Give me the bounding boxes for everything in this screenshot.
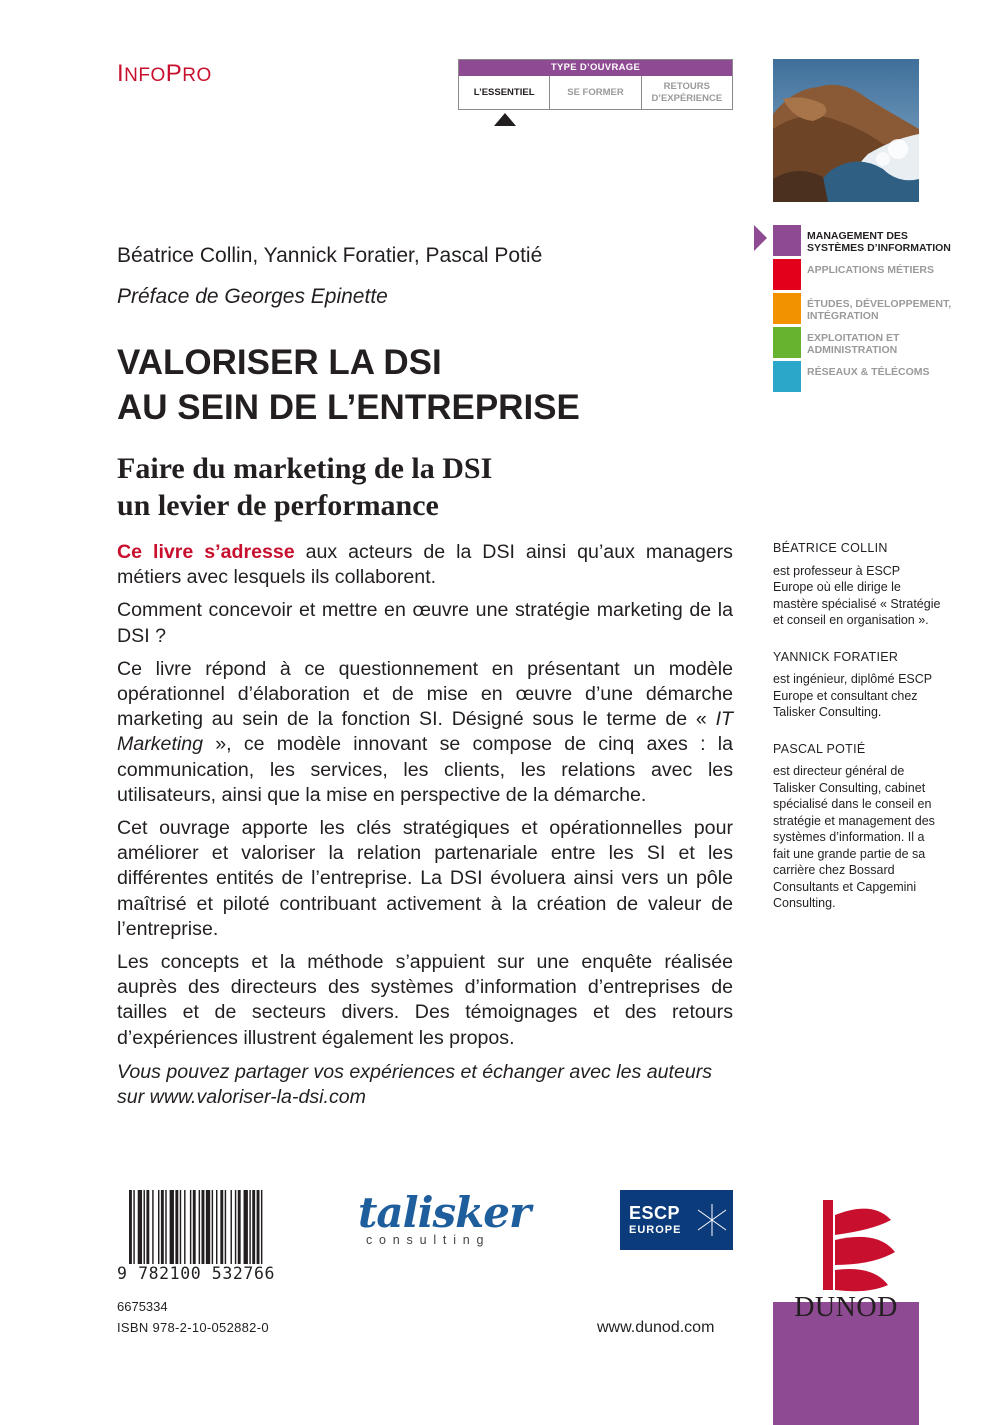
bio-name: PASCAL POTIÉ xyxy=(773,741,866,756)
category-label: RÉSEAUX & TÉLÉCOMS xyxy=(807,366,930,378)
category-label: MANAGEMENT DES SYSTÈMES D’INFORMATION xyxy=(807,230,951,254)
talisker-subtitle: consulting xyxy=(366,1233,491,1247)
talisker-wordmark: talisker xyxy=(358,1188,531,1237)
selected-type-arrow-icon xyxy=(494,113,516,126)
bio-name: YANNICK FORATIER xyxy=(773,649,899,664)
type-cell-essentiel: L’ESSENTIEL xyxy=(473,86,535,98)
brand-letters: RO xyxy=(182,65,212,86)
category-swatch xyxy=(773,361,801,392)
escp-star-icon xyxy=(695,1202,729,1238)
type-cell-retours: RETOURS D’EXPÉRIENCE xyxy=(641,76,732,109)
author-bios xyxy=(773,540,943,932)
brand-letters: NFO xyxy=(124,65,166,86)
dunod-emblem-icon xyxy=(773,1190,919,1302)
barcode-digits: 9 782100 532766 xyxy=(117,1264,276,1283)
book-title-line: VALORISER LA DSI xyxy=(117,343,442,382)
infopro-brand xyxy=(117,60,212,88)
description-text: aux acteurs de la DSI ainsi qu’aux managers métiers avec lesquels ils collaborent. xyxy=(117,541,733,589)
isbn-barcode xyxy=(117,1190,310,1284)
description-text: », ce modèle innovant se compose de cinq axes : la communication, les services, les clients, les relations avec les utilisateurs, ainsi que la mise en perspective de la démarche. xyxy=(117,733,733,806)
bio-text: est directeur général de Talisker Consulting, cabinet spécialisé dans le conseil en stratégie et management des systèmes d’information. Il a fait une grande partie de sa carrière chez Bossard Consultants et Capgemini Consulting. xyxy=(773,764,935,910)
escp-europe-logo xyxy=(620,1190,733,1250)
category-applications-metiers xyxy=(773,259,967,293)
bio-text: est professeur à ESCP Europe où elle dirige le mastère spécialisé « Stratégie et conseil en organisation ». xyxy=(773,563,941,627)
brand-letter: P xyxy=(165,60,183,87)
publisher-url: www.dunod.com xyxy=(597,1319,715,1336)
category-swatch xyxy=(773,293,801,324)
category-swatch xyxy=(773,225,801,256)
book-subtitle-line: Faire du marketing de la DSI xyxy=(117,452,493,485)
talisker-logo xyxy=(358,1188,558,1248)
description-paragraph xyxy=(117,540,733,590)
category-swatch xyxy=(773,259,801,290)
active-category-arrow-icon xyxy=(754,225,767,251)
category-swatch xyxy=(773,327,801,358)
isbn-number: ISBN 978-2-10-052882-0 xyxy=(117,1320,269,1335)
category-reseaux-telecoms xyxy=(773,361,967,395)
share-line: Vous pouvez partager vos expériences et échanger avec les auteurs xyxy=(117,1061,713,1083)
bio-name: BÉATRICE COLLIN xyxy=(773,541,888,555)
product-code: 6675334 xyxy=(117,1299,168,1314)
category-label: APPLICATIONS MÉTIERS xyxy=(807,264,934,276)
brand-letter: I xyxy=(117,60,125,87)
category-exploitation xyxy=(773,327,967,361)
escp-wordmark: ESCP xyxy=(629,1203,681,1223)
cover-photo xyxy=(773,59,919,202)
category-label: EXPLOITATION ET ADMINISTRATION xyxy=(807,332,900,356)
book-preface: Préface de Georges Epinette xyxy=(117,285,388,308)
type-cell-se-former: SE FORMER xyxy=(549,76,640,109)
book-subtitle-line: un levier de performance xyxy=(117,489,439,522)
coastal-rocks-image xyxy=(773,59,919,202)
barcode-bars-icon xyxy=(129,1190,307,1264)
type-ouvrage-cells xyxy=(459,76,732,109)
dunod-wordmark: DUNOD xyxy=(794,1292,898,1323)
description-highlight: Ce livre s’adresse xyxy=(117,541,295,563)
type-ouvrage-box xyxy=(458,59,733,110)
category-management-si xyxy=(773,225,967,259)
description-paragraph: Les concepts et la méthode s’appuient sur une enquête réalisée auprès des directeurs des systèmes d’information d’entreprises de tailles et de secteurs divers. Des témoignages et des retours d’expériences illustrent également les propos. xyxy=(117,951,733,1049)
description-paragraph xyxy=(117,657,733,808)
description-paragraph: Cet ouvrage apporte les clés stratégiques et opérationnelles pour améliorer et valoriser la relation partenariale entre les SI et les différentes entités de l’entreprise. La DSI évoluera ainsi vers un pôle maîtrisé et piloté contribuant activement à la création de valeur de l’entreprise. xyxy=(117,817,733,940)
category-list xyxy=(773,225,967,395)
book-title xyxy=(117,340,737,430)
book-title-line: AU SEIN DE L’ENTREPRISE xyxy=(117,388,580,427)
description-text: Ce livre répond à ce questionnement en présentant un modèle opérationnel d’élaboration et de mise en œuvre d’une démarche marketing au sein de la fonction SI. Désigné sous le terme de « xyxy=(117,657,733,731)
category-label: ÉTUDES, DÉVELOPPEMENT, INTÉGRATION xyxy=(807,298,952,322)
back-cover-description xyxy=(117,540,733,1059)
description-paragraph: Comment concevoir et mettre en œuvre une stratégie marketing de la DSI ? xyxy=(117,599,733,647)
type-ouvrage-header: TYPE D’OUVRAGE xyxy=(459,60,732,76)
share-line: sur www.valoriser-la-dsi.com xyxy=(117,1086,366,1109)
escp-europe-word: EUROPE xyxy=(629,1224,682,1236)
share-note xyxy=(117,1060,747,1110)
bio-text: est ingénieur, diplômé ESCP Europe et consultant chez Talisker Consulting. xyxy=(773,672,932,719)
category-etudes-developpement xyxy=(773,293,967,327)
book-authors: Béatrice Collin, Yannick Foratier, Pascal Potié xyxy=(117,244,543,267)
book-subtitle xyxy=(117,450,737,524)
description-italic: IT Marketing xyxy=(117,708,733,756)
